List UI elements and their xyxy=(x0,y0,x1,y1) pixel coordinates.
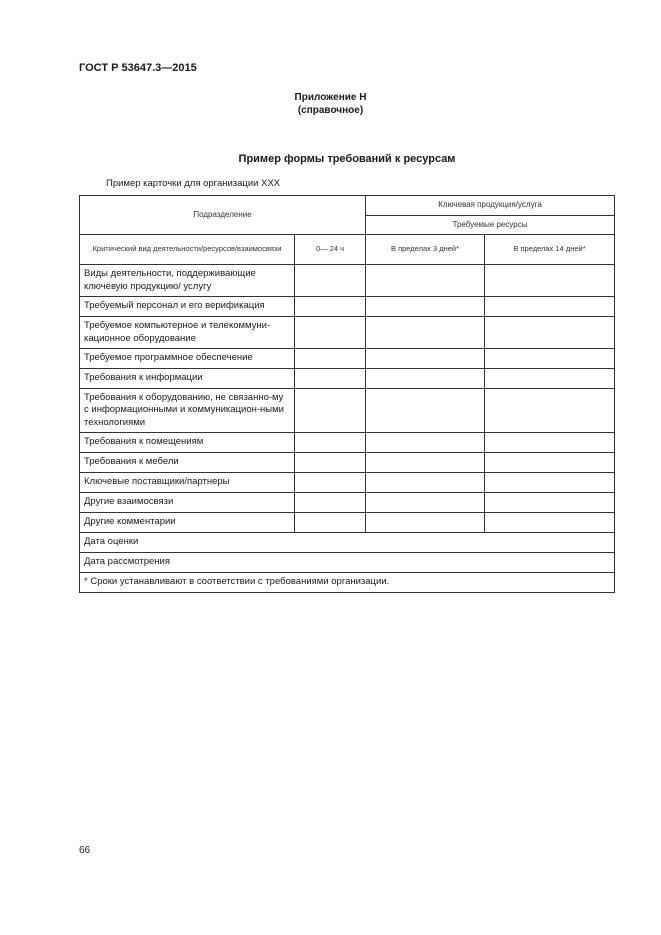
required-resources-header: Требуемые ресурсы xyxy=(366,216,615,235)
annex-kind: (справочное) xyxy=(297,105,364,116)
table-row xyxy=(80,433,615,453)
table-caption: Пример карточки для организации XXX xyxy=(106,178,281,189)
cell-14-days[interactable] xyxy=(485,493,615,513)
period-3-days-header: В пределах 3 дней* xyxy=(366,235,485,265)
cell-14-days[interactable] xyxy=(485,317,615,349)
cell-14-days[interactable] xyxy=(485,453,615,473)
cell-14-days[interactable] xyxy=(485,473,615,493)
table-row xyxy=(80,473,615,493)
row-label: Требуемое компьютерное и телекоммуни-кационное оборудование xyxy=(80,317,295,349)
cell-0-24[interactable] xyxy=(295,389,366,433)
row-label: Требуемое программное обеспечение xyxy=(80,349,295,369)
cell-3-days[interactable] xyxy=(366,433,485,453)
cell-14-days[interactable] xyxy=(485,513,615,533)
cell-0-24[interactable] xyxy=(295,297,366,317)
department-header: Подразделение xyxy=(80,196,366,235)
cell-0-24[interactable] xyxy=(295,369,366,389)
cell-14-days[interactable] xyxy=(485,369,615,389)
cell-3-days[interactable] xyxy=(366,265,485,297)
resource-requirements-table xyxy=(79,195,615,593)
table-row xyxy=(80,389,615,433)
cell-0-24[interactable] xyxy=(295,513,366,533)
row-label: Требования к информации xyxy=(80,369,295,389)
table-row xyxy=(80,265,615,297)
annex-heading xyxy=(0,91,661,117)
cell-14-days[interactable] xyxy=(485,265,615,297)
annex-label: Приложение Н xyxy=(294,92,367,103)
row-label: Требования к оборудованию, не связанно-му с информационными и коммуникацион-ными технологиями xyxy=(80,389,295,433)
cell-14-days[interactable] xyxy=(485,349,615,369)
cell-0-24[interactable] xyxy=(295,317,366,349)
cell-3-days[interactable] xyxy=(366,389,485,433)
table-row xyxy=(80,297,615,317)
cell-0-24[interactable] xyxy=(295,265,366,297)
cell-3-days[interactable] xyxy=(366,349,485,369)
cell-0-24[interactable] xyxy=(295,349,366,369)
cell-0-24[interactable] xyxy=(295,453,366,473)
cell-3-days[interactable] xyxy=(366,493,485,513)
assessment-date-field[interactable]: Дата оценки xyxy=(80,533,615,553)
table-row xyxy=(80,493,615,513)
cell-14-days[interactable] xyxy=(485,433,615,453)
page-number: 66 xyxy=(79,845,91,856)
row-label: Требования к помещениям xyxy=(80,433,295,453)
table-row xyxy=(80,349,615,369)
cell-0-24[interactable] xyxy=(295,493,366,513)
table-row xyxy=(80,369,615,389)
table-footnote: * Сроки устанавливают в соответствии с требованиями организации. xyxy=(80,573,615,593)
cell-14-days[interactable] xyxy=(485,389,615,433)
table-row xyxy=(80,453,615,473)
cell-14-days[interactable] xyxy=(485,297,615,317)
period-14-days-header: В пределах 14 дней* xyxy=(485,235,615,265)
key-product-header: Ключевая продукция/услуга xyxy=(366,196,615,216)
cell-3-days[interactable] xyxy=(366,369,485,389)
cell-0-24[interactable] xyxy=(295,473,366,493)
review-date-field[interactable]: Дата рассмотрения xyxy=(80,553,615,573)
cell-3-days[interactable] xyxy=(366,453,485,473)
row-label: Другие комментарии xyxy=(80,513,295,533)
period-0-24-header: 0— 24 ч xyxy=(295,235,366,265)
cell-0-24[interactable] xyxy=(295,433,366,453)
cell-3-days[interactable] xyxy=(366,473,485,493)
table-row xyxy=(80,317,615,349)
row-label: Требуемый персонал и его верификация xyxy=(80,297,295,317)
row-label: Виды деятельности, поддерживающие ключевую продукцию/ услугу xyxy=(80,265,295,297)
table-row xyxy=(80,513,615,533)
cell-3-days[interactable] xyxy=(366,513,485,533)
row-label: Ключевые поставщики/партнеры xyxy=(80,473,295,493)
row-label: Другие взаимосвязи xyxy=(80,493,295,513)
cell-3-days[interactable] xyxy=(366,317,485,349)
critical-kind-header: Критический вид деятельности/ресурсов/взаимосвязи xyxy=(80,235,295,265)
cell-3-days[interactable] xyxy=(366,297,485,317)
annex-title: Пример формы требований к ресурсам xyxy=(238,153,456,165)
standard-code: ГОСТ Р 53647.3—2015 xyxy=(79,62,197,74)
row-label: Требования к мебели xyxy=(80,453,295,473)
